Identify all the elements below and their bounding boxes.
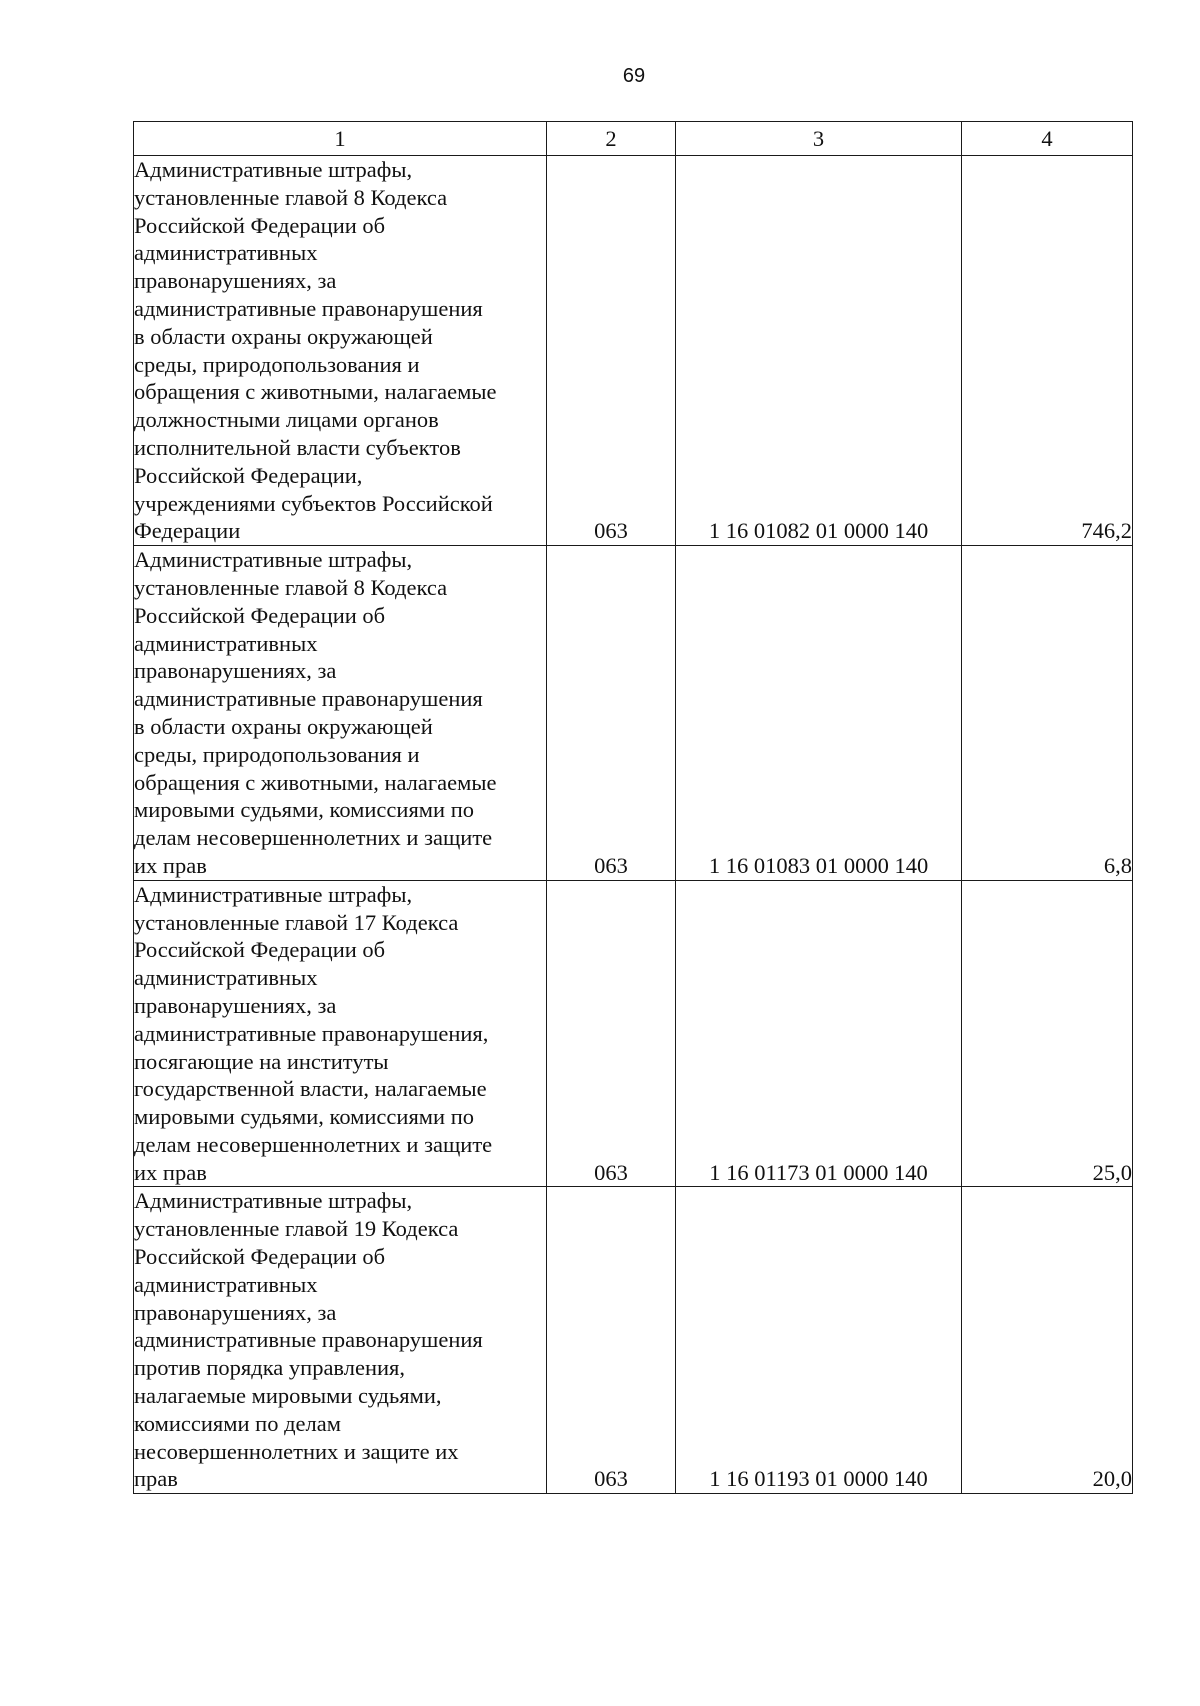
amount-cell: 6,8: [962, 546, 1133, 881]
name-line: административные правонарушения: [134, 295, 483, 321]
name-line: административных: [134, 965, 318, 991]
name-line: Российской Федерации об: [134, 602, 386, 628]
name-line: административных: [134, 1271, 318, 1297]
admin-code-cell: 063: [547, 880, 676, 1187]
kbk-code-cell: 1 16 01083 01 0000 140: [676, 546, 962, 881]
name-line: Российской Федерации,: [134, 462, 363, 488]
name-line: правонарушениях, за: [134, 658, 337, 684]
name-line: должностными лицами органов: [134, 407, 439, 433]
name-line: Административные штрафы,: [134, 157, 413, 182]
name-line: установленные главой 8 Кодекса: [134, 574, 448, 600]
kbk-code-cell: 1 16 01082 01 0000 140: [676, 156, 962, 546]
table-row: [134, 546, 1133, 881]
name-line: правонарушениях, за: [134, 1299, 337, 1325]
column-header-3: 3: [676, 122, 962, 156]
name-line: мировыми судьями, комиссиями по: [134, 797, 474, 823]
name-line: исполнительной власти субъектов: [134, 434, 461, 460]
name-line: Федерации: [134, 518, 241, 544]
name-line: Административные штрафы,: [134, 1188, 413, 1214]
kbk-code-cell: 1 16 01193 01 0000 140: [676, 1187, 962, 1494]
name-line: Российской Федерации об: [134, 212, 386, 238]
name-line: их прав: [134, 1159, 207, 1185]
admin-code-cell: 063: [547, 1187, 676, 1494]
income-name-cell: [134, 1187, 547, 1494]
name-line: посягающие на институты: [134, 1048, 389, 1074]
name-line: установленные главой 17 Кодекса: [134, 909, 459, 935]
name-line: административные правонарушения: [134, 686, 483, 712]
amount-cell: 20,0: [962, 1187, 1133, 1494]
name-line: несовершеннолетних и защите их: [134, 1438, 459, 1464]
name-line: в области охраны окружающей: [134, 713, 433, 739]
name-line: в области охраны окружающей: [134, 323, 433, 349]
name-line: государственной власти, налагаемые: [134, 1076, 487, 1102]
name-line: обращения с животными, налагаемые: [134, 379, 497, 405]
name-line: учреждениями субъектов Российской: [134, 490, 493, 516]
income-name-cell: [134, 546, 547, 881]
name-line: установленные главой 8 Кодекса: [134, 184, 448, 210]
name-line: правонарушениях, за: [134, 992, 337, 1018]
name-line: установленные главой 19 Кодекса: [134, 1216, 459, 1242]
name-line: среды, природопользования и: [134, 351, 420, 377]
name-line: делам несовершеннолетних и защите: [134, 825, 493, 851]
amount-cell: 25,0: [962, 880, 1133, 1187]
table-row: [134, 880, 1133, 1187]
admin-code-cell: 063: [547, 546, 676, 881]
name-line: административных: [134, 240, 318, 266]
name-line: прав: [134, 1466, 178, 1492]
name-line: правонарушениях, за: [134, 268, 337, 294]
name-line: налагаемые мировыми судьями,: [134, 1383, 442, 1409]
name-line: обращения с животными, налагаемые: [134, 769, 497, 795]
amount-cell: 746,2: [962, 156, 1133, 546]
budget-table: [133, 121, 1133, 1494]
name-line: Российской Федерации об: [134, 937, 386, 963]
column-header-2: 2: [547, 122, 676, 156]
name-line: Административные штрафы,: [134, 547, 413, 573]
name-line: мировыми судьями, комиссиями по: [134, 1104, 474, 1130]
name-line: административных: [134, 630, 318, 656]
income-name-cell: [134, 880, 547, 1187]
table-row: [134, 1187, 1133, 1494]
name-line: Административные штрафы,: [134, 881, 413, 907]
admin-code-cell: 063: [547, 156, 676, 546]
name-line: административные правонарушения,: [134, 1020, 489, 1046]
name-line: их прав: [134, 852, 207, 878]
table-row: [134, 156, 1133, 546]
name-line: против порядка управления,: [134, 1355, 406, 1381]
income-name-cell: [134, 156, 547, 546]
column-header-1: 1: [134, 122, 547, 156]
name-line: делам несовершеннолетних и защите: [134, 1131, 493, 1157]
name-line: Российской Федерации об: [134, 1244, 386, 1270]
name-line: комиссиями по делам: [134, 1410, 341, 1436]
kbk-code-cell: 1 16 01173 01 0000 140: [676, 880, 962, 1187]
name-line: административные правонарушения: [134, 1327, 483, 1353]
table-header-row: [134, 122, 1133, 156]
name-line: среды, природопользования и: [134, 741, 420, 767]
page-number: 69: [622, 65, 646, 87]
column-header-4: 4: [962, 122, 1133, 156]
